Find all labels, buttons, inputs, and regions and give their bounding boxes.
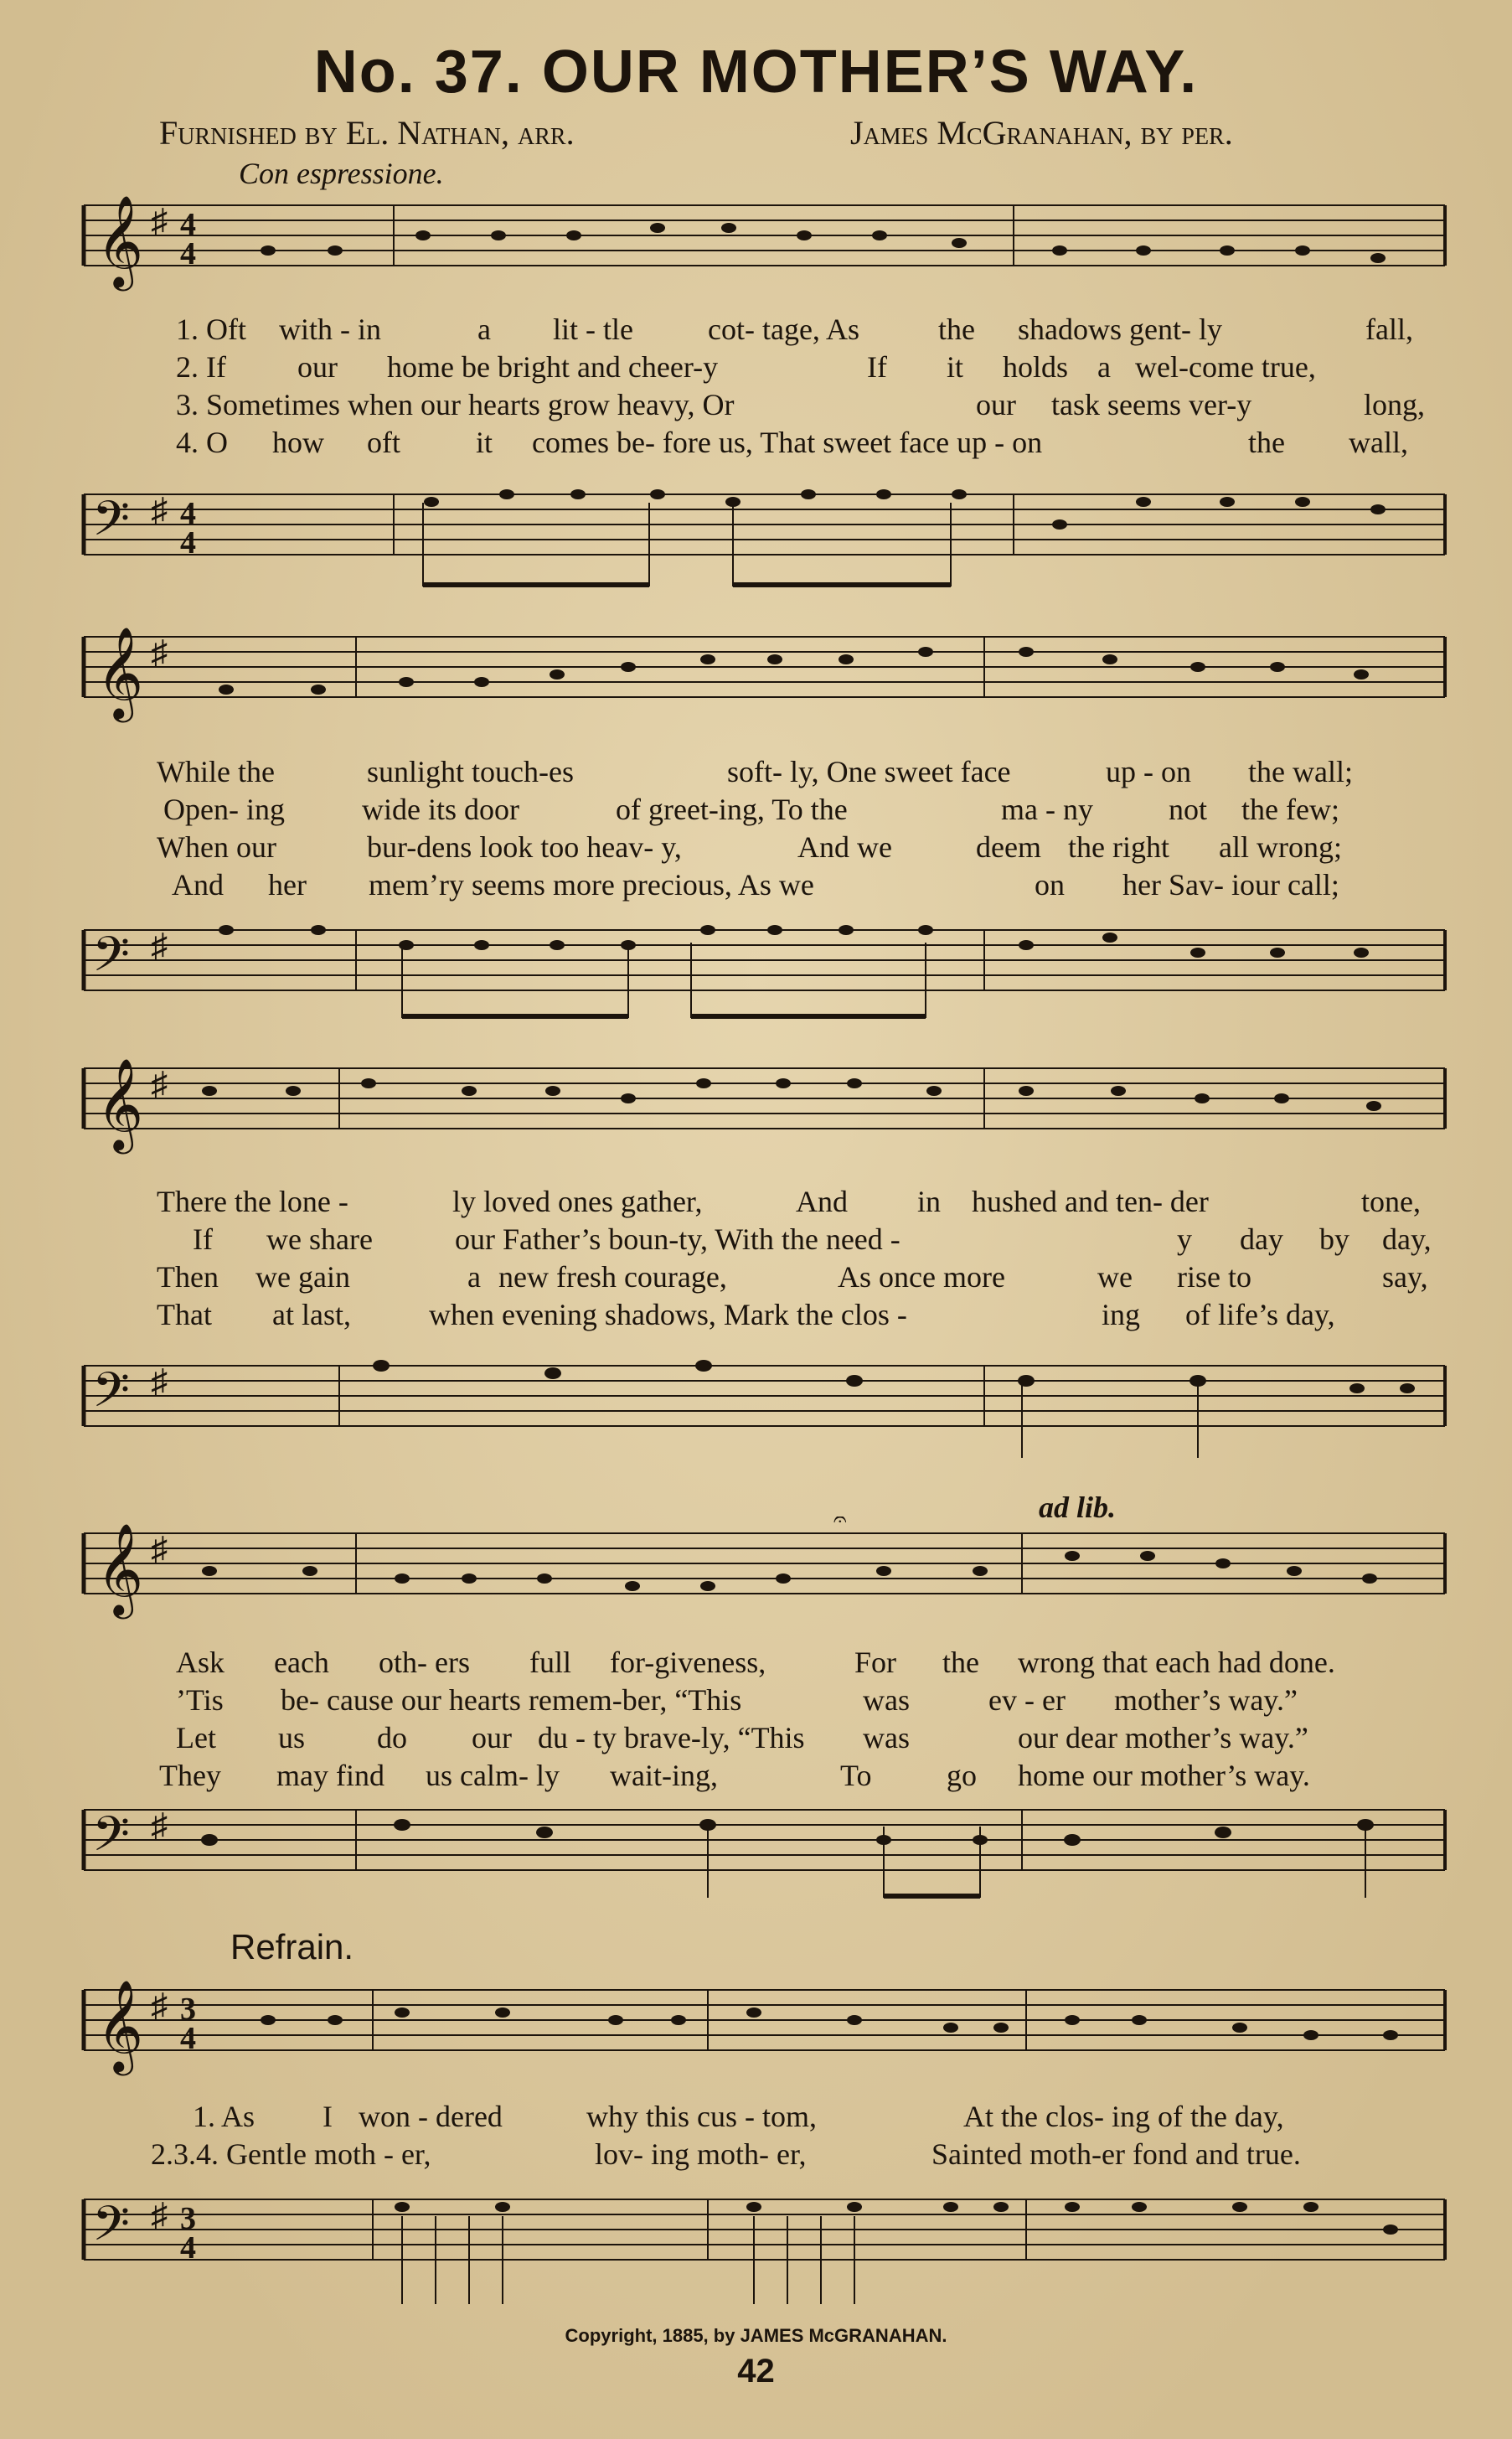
lyric-word: wait-ing,	[610, 1759, 718, 1792]
svg-text:♯: ♯	[151, 2196, 168, 2234]
lyric-line-verse-2	[151, 349, 1449, 387]
lyric-word: home be bright and cheer-y	[387, 350, 719, 384]
lyric-line-verse-1	[151, 1645, 1449, 1682]
svg-text:♯: ♯	[151, 1065, 168, 1103]
svg-text:♯: ♯	[151, 1530, 168, 1568]
lyric-word: wrong that each had done.	[1018, 1646, 1335, 1679]
lyric-word: Sainted moth-er fond and true.	[931, 2137, 1301, 2171]
lyric-word: the wall;	[1248, 755, 1353, 788]
lyrics-system-4	[151, 1645, 1449, 1796]
bass-staff-3	[71, 1349, 1453, 1475]
lyric-word: be- cause our hearts remem-ber, “This	[281, 1683, 742, 1717]
lyric-word: That	[157, 1298, 212, 1331]
svg-text:𝄞: 𝄞	[96, 1523, 144, 1615]
lyric-word: won - dered	[359, 2100, 503, 2133]
lyric-word: task seems ver-y	[1051, 388, 1252, 421]
lyric-word: day	[1240, 1222, 1283, 1256]
lyric-word: us	[278, 1721, 306, 1754]
lyric-word: at last,	[272, 1298, 351, 1331]
lyric-word: soft- ly, One sweet face	[727, 755, 1011, 788]
tempo-marking: Con espressione.	[239, 157, 444, 190]
lyric-word: Let	[176, 1721, 216, 1754]
lyric-word: wall,	[1349, 426, 1408, 459]
lyric-word: 2. If	[176, 350, 226, 384]
lyric-word: y	[1177, 1222, 1192, 1256]
lyrics-refrain	[151, 2099, 1449, 2174]
lyric-word: When our	[157, 830, 276, 864]
lyric-word: oft	[367, 426, 400, 459]
lyric-word: wide its door	[362, 793, 519, 826]
lyric-word: And we	[797, 830, 892, 864]
lyric-word: 4. O	[176, 426, 228, 459]
treble-staff-3	[71, 1052, 1453, 1160]
lyric-word: If	[193, 1222, 213, 1256]
lyric-word: If	[867, 350, 887, 384]
lyric-word: up - on	[1106, 755, 1191, 788]
lyric-word: of greet-ing, To the	[616, 793, 848, 826]
lyric-word: For	[854, 1646, 897, 1679]
svg-text:♯: ♯	[151, 491, 168, 529]
lyric-line-verse-2	[151, 1222, 1449, 1259]
lyric-word: 3. Sometimes when our hearts grow heavy, Or	[176, 388, 735, 421]
lyric-word: not	[1169, 793, 1208, 826]
lyric-word: fall,	[1365, 313, 1413, 346]
svg-text:♯: ♯	[151, 633, 168, 671]
lyric-word: There the lone -	[157, 1185, 348, 1218]
lyric-line-verse-4	[151, 1297, 1449, 1335]
lyric-word: her Sav- iour call;	[1122, 868, 1339, 902]
lyric-word: was	[863, 1721, 910, 1754]
lyric-word: was	[863, 1683, 910, 1717]
lyric-word: rise to	[1177, 1260, 1251, 1294]
lyric-line-refrain-1	[151, 2099, 1449, 2137]
lyric-word: comes be- fore us, That sweet face up - on	[532, 426, 1043, 459]
svg-text:3: 3	[180, 2201, 196, 2236]
bass-staff-5	[71, 2183, 1453, 2317]
lyric-word: it	[947, 350, 964, 384]
lyric-word: a	[467, 1260, 481, 1294]
lyric-line-verse-2	[151, 792, 1449, 829]
staff-lines	[71, 1052, 1453, 1160]
lyric-word: du - ty brave-ly, “This	[538, 1721, 805, 1754]
svg-text:𝄞: 𝄞	[96, 627, 144, 719]
lyric-word: may find	[276, 1759, 384, 1792]
staff-lines	[71, 913, 1453, 1039]
staff-lines	[71, 1973, 1453, 2082]
lyric-word: ’Tis	[176, 1683, 224, 1717]
composer-credit: James McGranahan, by per.	[850, 114, 1233, 152]
lyric-word: why this cus - tom,	[586, 2100, 817, 2133]
lyric-word: lov- ing moth- er,	[595, 2137, 807, 2171]
lyric-word: And	[172, 868, 224, 902]
treble-staff-1	[71, 189, 1453, 297]
lyric-line-verse-1	[151, 1184, 1449, 1222]
lyric-word: it	[476, 426, 493, 459]
lyric-word: the right	[1068, 830, 1169, 864]
svg-text:4: 4	[180, 236, 196, 271]
lyric-word: mother’s way.”	[1114, 1683, 1298, 1717]
lyric-word: our	[976, 388, 1016, 421]
svg-text:𝄐: 𝄐	[833, 1517, 847, 1532]
svg-text:𝄞: 𝄞	[96, 1980, 144, 2072]
svg-text:4: 4	[180, 2021, 196, 2056]
svg-text:4: 4	[180, 525, 196, 561]
lyric-word: on	[1035, 868, 1065, 902]
lyric-word: 1. As	[193, 2100, 255, 2133]
lyric-word: I	[323, 2100, 333, 2133]
svg-text:𝄢: 𝄢	[92, 1806, 131, 1874]
lyric-line-refrain-2	[151, 2137, 1449, 2174]
svg-text:𝄢: 𝄢	[92, 926, 131, 995]
staff-lines	[71, 620, 1453, 729]
staff-lines	[71, 189, 1453, 297]
lyric-line-verse-4	[151, 425, 1449, 462]
lyric-word: lit - tle	[553, 313, 633, 346]
lyric-word: holds	[1003, 350, 1069, 384]
lyric-line-verse-3	[151, 387, 1449, 425]
lyric-word: At the clos- ing of the day,	[963, 2100, 1284, 2133]
treble-staff-5	[71, 1973, 1453, 2082]
staff-lines	[71, 478, 1453, 603]
lyrics-system-1	[151, 312, 1449, 462]
lyric-word: of life’s day,	[1185, 1298, 1335, 1331]
svg-text:𝄞: 𝄞	[96, 195, 144, 287]
lyric-word: our	[297, 350, 338, 384]
svg-text:𝄢: 𝄢	[92, 2195, 131, 2264]
lyric-word: with - in	[279, 313, 381, 346]
lyric-word: her	[268, 868, 307, 902]
lyric-word: do	[377, 1721, 407, 1754]
bass-staff-4	[71, 1793, 1453, 1919]
svg-text:4: 4	[180, 207, 196, 242]
lyric-word: our Father’s boun-ty, With the need -	[455, 1222, 900, 1256]
lyric-line-verse-3	[151, 1259, 1449, 1297]
lyric-word: we	[1097, 1260, 1133, 1294]
lyric-line-verse-4	[151, 1758, 1449, 1796]
bass-staff-2	[71, 913, 1453, 1039]
lyric-line-verse-4	[151, 867, 1449, 905]
staff-lines	[71, 2183, 1453, 2317]
svg-text:♯: ♯	[151, 1362, 168, 1400]
lyric-word: full	[529, 1646, 571, 1679]
lyric-word: deem	[976, 830, 1041, 864]
lyric-line-verse-3	[151, 829, 1449, 867]
staff-lines	[71, 1349, 1453, 1475]
lyric-word: day,	[1382, 1222, 1432, 1256]
lyric-word: And	[796, 1185, 848, 1218]
furnished-by: Furnished by El. Nathan, arr.	[159, 114, 575, 152]
lyric-word: Open- ing	[163, 793, 285, 826]
lyric-line-verse-1	[151, 754, 1449, 792]
ad-lib-marking: ad lib.	[1039, 1491, 1117, 1524]
lyric-word: Then	[157, 1260, 219, 1294]
treble-staff-4	[71, 1517, 1453, 1625]
lyric-line-verse-1	[151, 312, 1449, 349]
lyric-word: we share	[266, 1222, 373, 1256]
lyric-word: bur-dens look too heav- y,	[367, 830, 682, 864]
lyric-word: say,	[1382, 1260, 1428, 1294]
lyric-word: we gain	[255, 1260, 350, 1294]
lyric-word: in	[917, 1185, 942, 1218]
lyric-word: ing	[1102, 1298, 1141, 1331]
lyric-word: 2.3.4. Gentle moth - er,	[151, 2137, 431, 2171]
lyric-line-verse-3	[151, 1720, 1449, 1758]
lyric-word: To	[840, 1759, 872, 1792]
lyric-word: the	[938, 313, 975, 346]
lyric-word: wel-come true,	[1135, 350, 1316, 384]
staff-lines	[71, 1793, 1453, 1919]
lyric-word: go	[947, 1759, 977, 1792]
lyric-word: a	[477, 313, 491, 346]
lyric-word: While the	[157, 755, 275, 788]
lyric-word: cot- tage, As	[708, 313, 859, 346]
lyric-word: As once more	[838, 1260, 1005, 1294]
staff-lines	[71, 1517, 1453, 1625]
treble-staff-2	[71, 620, 1453, 729]
svg-text:♯: ♯	[151, 202, 168, 240]
lyric-word: our dear mother’s way.”	[1018, 1721, 1308, 1754]
lyric-word: mem’ry seems more precious, As we	[369, 868, 814, 902]
lyric-word: ev - er	[988, 1683, 1066, 1717]
lyric-word: ly loved ones gather,	[452, 1185, 703, 1218]
lyric-word: 1. Oft	[176, 313, 246, 346]
lyric-word: our	[472, 1721, 512, 1754]
lyric-word: home our mother’s way.	[1018, 1759, 1310, 1792]
lyrics-system-3	[151, 1184, 1449, 1335]
svg-text:♯: ♯	[151, 927, 168, 964]
svg-text:4: 4	[180, 2230, 196, 2266]
lyric-word: all wrong;	[1219, 830, 1342, 864]
lyric-word: shadows gent- ly	[1018, 313, 1222, 346]
lyric-word: when evening shadows, Mark the clos -	[429, 1298, 907, 1331]
lyric-word: Ask	[176, 1646, 225, 1679]
svg-text:𝄢: 𝄢	[92, 490, 131, 559]
svg-text:♯: ♯	[151, 1987, 168, 2024]
lyric-word: the	[1248, 426, 1285, 459]
lyric-word: how	[272, 426, 324, 459]
svg-text:𝄢: 𝄢	[92, 1362, 131, 1430]
lyrics-system-2	[151, 754, 1449, 905]
lyric-word: ma - ny	[1001, 793, 1093, 826]
lyric-word: us calm- ly	[426, 1759, 560, 1792]
lyric-word: long,	[1364, 388, 1426, 421]
lyric-word: oth- ers	[379, 1646, 470, 1679]
hymn-title: No. 37. OUR MOTHER’S WAY.	[313, 39, 1199, 106]
svg-text:3: 3	[180, 1992, 196, 2027]
lyric-word: the few;	[1241, 793, 1339, 826]
lyric-word: They	[159, 1759, 221, 1792]
lyric-word: the	[942, 1646, 979, 1679]
svg-text:4: 4	[180, 496, 196, 531]
lyric-word: each	[274, 1646, 329, 1679]
svg-text:𝄞: 𝄞	[96, 1058, 144, 1150]
lyric-word: for-giveness,	[610, 1646, 766, 1679]
lyric-line-verse-2	[151, 1682, 1449, 1720]
svg-text:♯: ♯	[151, 1806, 168, 1844]
lyric-word: by	[1319, 1222, 1349, 1256]
lyric-word: hushed and ten- der	[972, 1185, 1209, 1218]
bass-staff-1	[71, 478, 1453, 603]
page-number: 42	[737, 2353, 775, 2390]
lyric-word: a	[1097, 350, 1111, 384]
lyric-word: tone,	[1361, 1185, 1421, 1218]
refrain-label: Refrain.	[230, 1927, 354, 1966]
lyric-word: sunlight touch-es	[367, 755, 574, 788]
lyric-word: new fresh courage,	[498, 1260, 727, 1294]
copyright-notice: Copyright, 1885, by JAMES McGRANAHAN.	[565, 2325, 947, 2346]
